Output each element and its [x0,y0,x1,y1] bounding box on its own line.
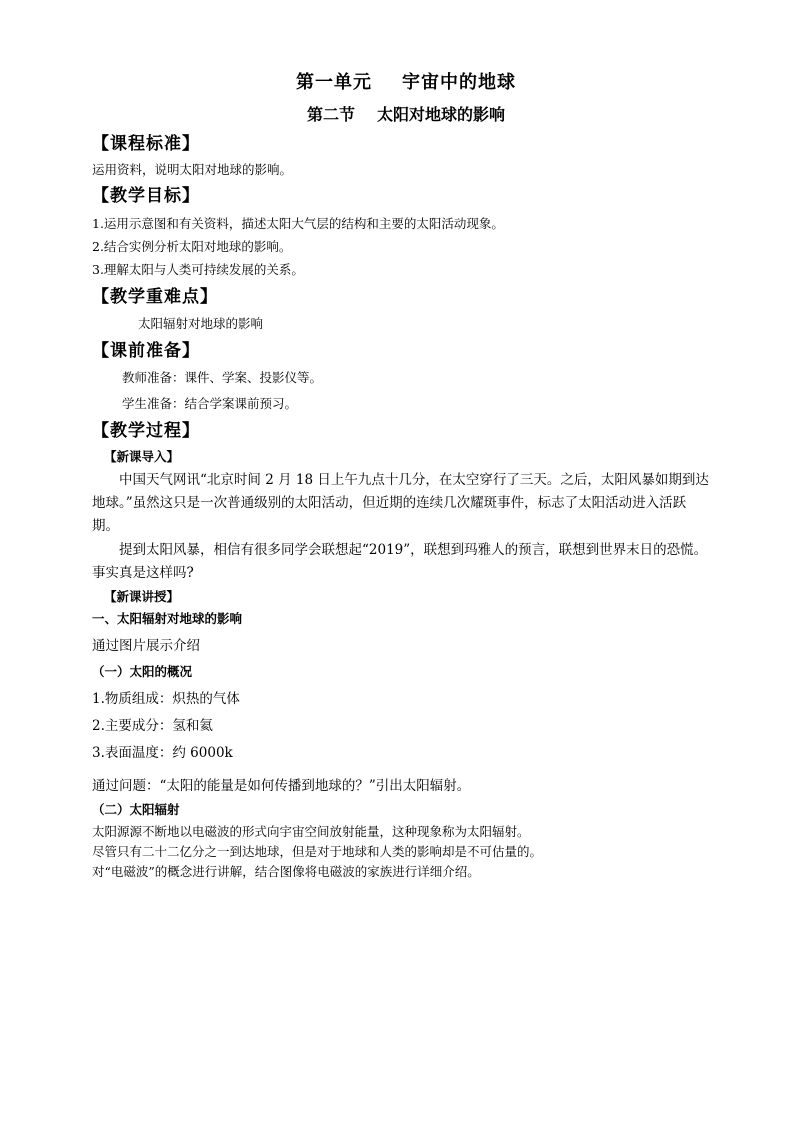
objective-item-1: 1.运用示意图和有关资料，描述太阳大气层的结构和主要的太阳活动现象。 [92,216,504,231]
section-label: 第二节 [306,105,355,124]
lecture-tag: 【新课讲授】 [104,589,180,604]
objective-item-2: 2.结合实例分析太阳对地球的影响。 [92,239,292,254]
question-text: 通过问题：“太阳的能量是如何传播到地球的？”引出太阳辐射。 [92,778,471,794]
part1-intro: 通过图片展示介绍 [92,638,200,654]
intro-tag: 【新课导入】 [104,449,180,464]
part1-title: 一、太阳辐射对地球的影响 [92,611,243,626]
sub2-line-3: 对“电磁波”的概念进行讲解，结合图像将电磁波的家族进行详细介绍。 [92,864,480,879]
unit-label: 第一单元 [296,72,372,93]
unit-name: 宇宙中的地球 [402,72,516,93]
objectives-heading: 【教学目标】 [92,186,200,206]
section-title [92,104,712,126]
sub1-item-1: 1.物质组成：炽热的气体 [92,691,240,707]
intro-paragraph-2: 提到太阳风暴，相信有很多同学会联想起“2019”，联想到玛雅人的预言，联想到世界末日的恐慌。事实真是这样吗? [92,542,708,581]
sub2-line-1: 太阳源源不断地以电磁波的形式向宇宙空间放射能量，这种现象称为太阳辐射。 [92,824,530,839]
intro-paragraph-1: 中国天气网讯“北京时间 2 月 18 日上午九点十几分，在太空穿行了三天。之后，太阳风暴如期到达地球。”虽然这只是一次普通级别的太阳活动，但近期的连续几次耀斑事件，标志了太阳活动进入活跃期。 [92,472,709,534]
sub2-line-2: 尽管只有二十二亿分之一到达地球，但是对于地球和人类的影响却是不可估量的。 [92,844,543,859]
sub1-title: （一）太阳的概况 [92,664,193,679]
document-page [92,70,712,882]
sub1-item-2: 2.主要成分：氢和氦 [92,718,213,734]
sub2-title: （二）太阳辐射 [92,802,180,817]
prep-teacher: 教师准备：课件、学案、投影仪等。 [122,370,323,385]
prep-heading: 【课前准备】 [92,341,200,361]
prep-student: 学生准备：结合学案课前预习。 [122,396,298,411]
standard-text: 运用资料，说明太阳对地球的影响。 [92,162,293,177]
keypoints-heading: 【教学重难点】 [92,287,218,307]
section-name: 太阳对地球的影响 [377,105,506,124]
keypoints-text: 太阳辐射对地球的影响 [138,316,264,331]
standard-heading: 【课程标准】 [92,134,200,154]
process-heading: 【教学过程】 [92,421,200,441]
sub1-item-3: 3.表面温度：约 6000k [92,745,233,761]
objective-item-3: 3.理解太阳与人类可持续发展的关系。 [92,262,304,277]
unit-title [92,70,712,96]
